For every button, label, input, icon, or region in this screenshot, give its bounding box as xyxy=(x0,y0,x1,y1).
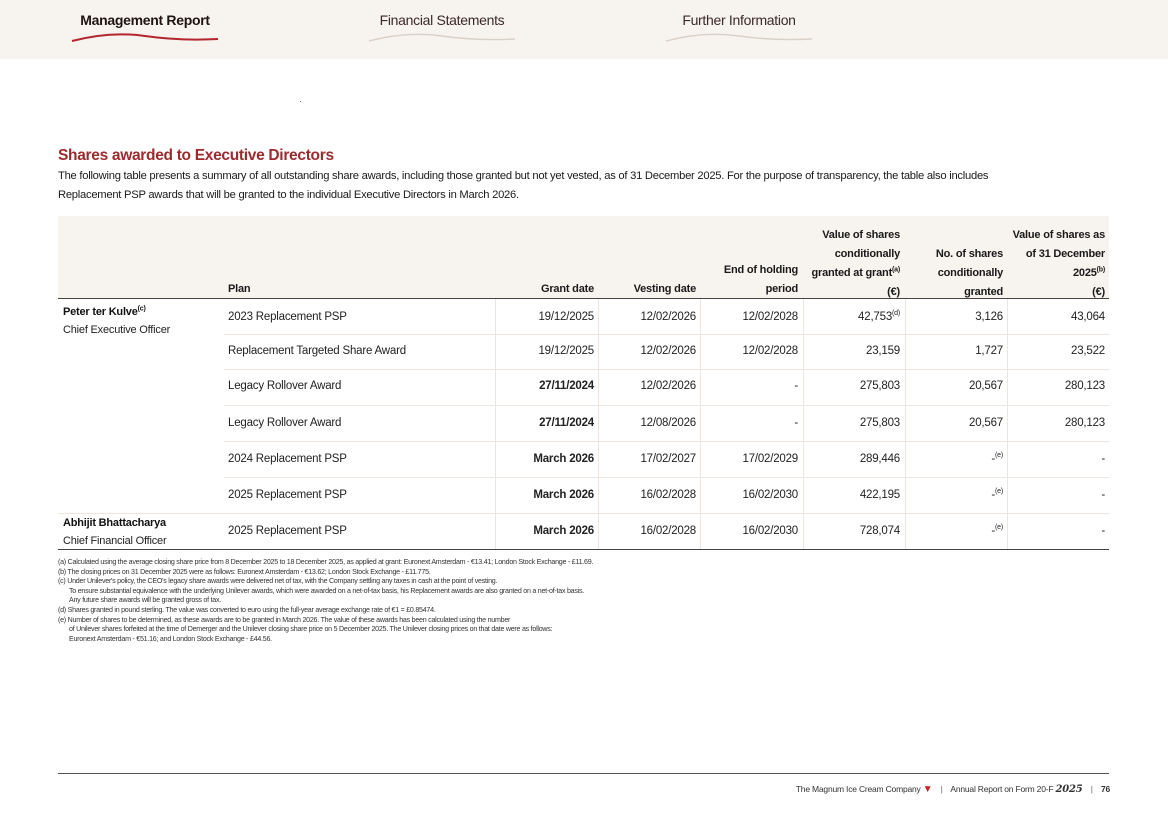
cell-text: 3,126 xyxy=(975,311,1003,323)
cell-number-of-shares xyxy=(969,417,1003,429)
header-line: Value of shares xyxy=(822,229,900,241)
cell-text: Legacy Rollover Award xyxy=(228,417,342,429)
cell-grant-date xyxy=(538,311,594,323)
cell-holding-period xyxy=(742,345,798,357)
header-number-of-shares xyxy=(936,245,1003,302)
header-line: End of holding xyxy=(723,264,798,276)
cell-value-at-grant xyxy=(860,380,900,392)
director-name-text: Peter ter Kulve xyxy=(63,306,138,318)
table-bottom-rule xyxy=(58,549,1109,550)
row-separator xyxy=(224,334,1109,335)
cell-text: Replacement Targeted Share Award xyxy=(228,345,406,357)
column-divider xyxy=(905,299,906,549)
top-navigation xyxy=(0,0,1168,59)
cell-value-at-grant xyxy=(860,453,900,465)
cell-text: 16/02/2030 xyxy=(742,525,798,537)
cell-holding-period xyxy=(794,380,798,392)
cell-value-31-december xyxy=(1065,380,1105,392)
cell-vesting-date xyxy=(640,453,696,465)
cell-text: 289,446 xyxy=(859,453,900,465)
row-separator xyxy=(58,513,1109,514)
cell-holding-period xyxy=(794,417,798,429)
footnote-ref: (e) xyxy=(995,524,1003,532)
footnote-ref: (e) xyxy=(995,452,1003,460)
footer-separator: | xyxy=(1090,784,1093,794)
cell-value-31-december xyxy=(1071,345,1105,357)
director-title: Chief Financial Officer xyxy=(63,535,167,547)
cell-text: 20,567 xyxy=(969,380,1003,392)
cell-text: 728,074 xyxy=(859,525,900,537)
header-line: conditionally xyxy=(834,248,900,260)
cell-number-of-shares xyxy=(991,489,1003,501)
cell-text: 27/11/2024 xyxy=(539,380,594,392)
cell-text: 2023 Replacement PSP xyxy=(228,311,347,323)
tab-label: Further Information xyxy=(682,12,796,28)
page-footer xyxy=(796,784,1110,795)
footnote: Any future share awards will be granted gross of tax. xyxy=(69,596,221,605)
tab-management-report[interactable] xyxy=(70,12,220,46)
cell-plan xyxy=(228,345,406,357)
cell-vesting-date xyxy=(640,525,696,537)
column-divider xyxy=(1007,299,1008,549)
wave-underline-icon xyxy=(70,31,220,45)
cell-text: 16/02/2028 xyxy=(640,489,696,501)
cell-text: 16/02/2028 xyxy=(640,525,696,537)
intro-line: The following table presents a summary of all outstanding share awards, including those granted but not yet vested, as of 31 December 2025. For the purpose of transparency, the table also includes xyxy=(58,170,989,182)
cell-text: 280,123 xyxy=(1064,417,1105,429)
cell-text: - xyxy=(794,380,798,392)
cell-text: 17/02/2029 xyxy=(742,453,798,465)
cell-vesting-date xyxy=(640,311,696,323)
header-line: (€) xyxy=(887,286,900,298)
header-line xyxy=(812,264,901,283)
wave-underline-icon xyxy=(367,31,517,45)
cell-text: 43,064 xyxy=(1071,311,1105,323)
director-name xyxy=(63,306,146,318)
cell-text: - xyxy=(991,525,996,537)
report-name: Annual Report on Form 20-F xyxy=(950,784,1054,794)
footnote-ref: (d) xyxy=(892,310,900,318)
cell-value-31-december xyxy=(1065,417,1105,429)
cell-value-31-december xyxy=(1101,525,1105,537)
tab-further-information[interactable] xyxy=(664,12,814,46)
header-line: No. of shares xyxy=(935,248,1003,260)
cell-holding-period xyxy=(742,525,798,537)
cell-holding-period xyxy=(742,453,798,465)
heart-logo-icon: ▼ xyxy=(922,784,933,795)
cell-text: 19/12/2025 xyxy=(538,311,594,323)
cell-text: - xyxy=(1101,453,1105,465)
header-plan: Plan xyxy=(228,283,251,295)
intro-line: Replacement PSP awards that will be granted to the individual Executive Directors in March 2026. xyxy=(58,189,519,201)
footnote: of Unilever shares forfeited at the time of Demerger and the Unilever closing share price on 5 December 2025. The Unilever closing prices on that date were as follows: xyxy=(69,625,553,634)
footnote: (e) Number of shares to be determined, as these awards are to be granted in March 2026. The value of these awards has been calculated using the number xyxy=(58,615,511,624)
cell-number-of-shares xyxy=(969,380,1003,392)
cell-value-31-december xyxy=(1101,489,1105,501)
cell-text: 20,567 xyxy=(969,417,1003,429)
cell-number-of-shares xyxy=(991,453,1003,465)
header-line: (€) xyxy=(1092,286,1105,298)
decorative-dot xyxy=(300,101,301,102)
cell-text: - xyxy=(1101,525,1105,537)
row-separator xyxy=(224,477,1109,478)
cell-grant-date xyxy=(539,417,594,429)
footnote: (d) Shares granted in pound sterling. The value was converted to euro using the full-year average exchange rate of €1 = £0.85474. xyxy=(58,605,436,614)
column-divider xyxy=(700,299,701,549)
column-divider xyxy=(598,299,599,549)
header-line: period xyxy=(765,283,798,295)
table-header-rule xyxy=(58,298,1109,299)
cell-grant-date xyxy=(533,489,594,501)
cell-text: 2024 Replacement PSP xyxy=(228,453,347,465)
cell-vesting-date xyxy=(640,380,696,392)
cell-grant-date xyxy=(533,525,594,537)
cell-value-at-grant xyxy=(860,525,900,537)
director-name: Abhijit Bhattacharya xyxy=(63,517,166,529)
cell-number-of-shares xyxy=(991,525,1003,537)
cell-vesting-date xyxy=(640,417,696,429)
cell-text: 12/08/2026 xyxy=(640,417,696,429)
footnote: (b) The closing prices on 31 December 2025 were as follows: Euronext Amsterdam - €13.62; London Stock Exchange - £11.775. xyxy=(58,567,431,576)
cell-text: - xyxy=(794,417,798,429)
cell-text: 2025 Replacement PSP xyxy=(228,489,347,501)
header-text: 2025 xyxy=(1072,267,1097,279)
cell-plan xyxy=(228,525,347,537)
header-grant-date: Grant date xyxy=(540,283,594,295)
cell-value-at-grant xyxy=(860,417,900,429)
cell-value-at-grant xyxy=(858,311,900,323)
cell-text: 1,727 xyxy=(975,345,1003,357)
cell-text: 42,753 xyxy=(858,311,893,323)
cell-plan xyxy=(228,380,341,392)
cell-text: 275,803 xyxy=(859,417,900,429)
cell-text: 27/11/2024 xyxy=(539,417,594,429)
cell-text: 19/12/2025 xyxy=(538,345,594,357)
cell-plan xyxy=(228,489,347,501)
cell-plan xyxy=(228,311,347,323)
footer-rule xyxy=(58,773,1109,774)
cell-text: March 2026 xyxy=(533,453,594,465)
cell-value-31-december xyxy=(1071,311,1105,323)
row-separator xyxy=(224,405,1109,406)
cell-vesting-date xyxy=(640,345,696,357)
intro-paragraph xyxy=(58,167,1118,205)
cell-text: 12/02/2028 xyxy=(742,345,798,357)
cell-text: 275,803 xyxy=(859,380,900,392)
header-holding-period xyxy=(724,261,798,299)
cell-text: 23,522 xyxy=(1071,345,1105,357)
cell-text: 422,195 xyxy=(859,489,900,501)
cell-number-of-shares xyxy=(975,345,1003,357)
cell-text: 23,159 xyxy=(866,345,900,357)
cell-text: 12/02/2028 xyxy=(742,311,798,323)
footnote-ref: (a) xyxy=(892,266,900,274)
cell-holding-period xyxy=(742,489,798,501)
cell-text: 17/02/2027 xyxy=(640,453,696,465)
header-line: Value of shares as xyxy=(1012,229,1105,241)
footnote-ref: (e) xyxy=(995,488,1003,496)
footnote: To ensure substantial equivalence with the underlying Unilever awards, which were awarded on a net-of-tax basis, his Replacement awards are also granted on a net-of-tax basis. xyxy=(69,586,584,595)
header-line xyxy=(1013,264,1105,283)
cell-value-at-grant xyxy=(866,345,900,357)
cell-text: March 2026 xyxy=(533,489,594,501)
cell-text: - xyxy=(1101,489,1105,501)
footnote-ref: (b) xyxy=(1096,266,1105,274)
cell-vesting-date xyxy=(640,489,696,501)
report-year: 2025 xyxy=(1055,784,1083,795)
cell-value-31-december xyxy=(1101,453,1105,465)
cell-text: 12/02/2026 xyxy=(640,380,696,392)
row-separator xyxy=(224,441,1109,442)
footer-separator: | xyxy=(940,784,943,794)
tab-label: Financial Statements xyxy=(379,12,505,28)
cell-holding-period xyxy=(742,311,798,323)
cell-grant-date xyxy=(538,345,594,357)
cell-value-at-grant xyxy=(860,489,900,501)
header-value-31-december xyxy=(1013,226,1105,302)
wave-underline-icon xyxy=(664,31,814,45)
cell-text: 16/02/2030 xyxy=(742,489,798,501)
header-value-at-grant xyxy=(812,226,901,302)
row-separator xyxy=(224,369,1109,370)
cell-text: Legacy Rollover Award xyxy=(228,380,342,392)
page-number: 76 xyxy=(1100,784,1110,794)
cell-grant-date xyxy=(539,380,594,392)
column-divider xyxy=(495,299,496,549)
footnote: (a) Calculated using the average closing share price from 8 December 2025 to 18 December 2025, as applied at grant: Euronext Amsterdam - €13.41; London Stock Exchange - £11.69. xyxy=(58,558,594,566)
footnote: (c) Under Unilever's policy, the CEO's legacy share awards were delivered net of tax, with the Company settling any taxes in cash at the point of vesting. xyxy=(58,577,498,586)
header-line: granted xyxy=(964,286,1003,298)
cell-text: March 2026 xyxy=(533,525,594,537)
cell-grant-date xyxy=(533,453,594,465)
header-line: of 31 December xyxy=(1025,248,1105,260)
tab-label: Management Report xyxy=(80,12,210,28)
company-name: The Magnum Ice Cream Company xyxy=(795,784,921,794)
header-text: granted at grant xyxy=(811,267,893,279)
tab-financial-statements[interactable] xyxy=(367,12,517,46)
director-title: Chief Executive Officer xyxy=(63,324,171,336)
cell-plan xyxy=(228,417,341,429)
footnotes xyxy=(58,558,758,644)
cell-text: 2025 Replacement PSP xyxy=(228,525,347,537)
column-divider xyxy=(803,299,804,549)
cell-text: - xyxy=(991,489,996,501)
footnote: Euronext Amsterdam - €51.16; and London Stock Exchange - £44.56. xyxy=(69,634,272,643)
cell-text: - xyxy=(991,453,996,465)
section-title: Shares awarded to Executive Directors xyxy=(58,147,334,164)
cell-text: 12/02/2026 xyxy=(640,345,696,357)
cell-number-of-shares xyxy=(975,311,1003,323)
cell-text: 280,123 xyxy=(1064,380,1105,392)
cell-plan xyxy=(228,453,347,465)
cell-text: 12/02/2026 xyxy=(640,311,696,323)
header-vesting-date: Vesting date xyxy=(633,283,696,295)
footnote-ref: (c) xyxy=(137,305,146,313)
header-line: conditionally xyxy=(937,267,1003,279)
